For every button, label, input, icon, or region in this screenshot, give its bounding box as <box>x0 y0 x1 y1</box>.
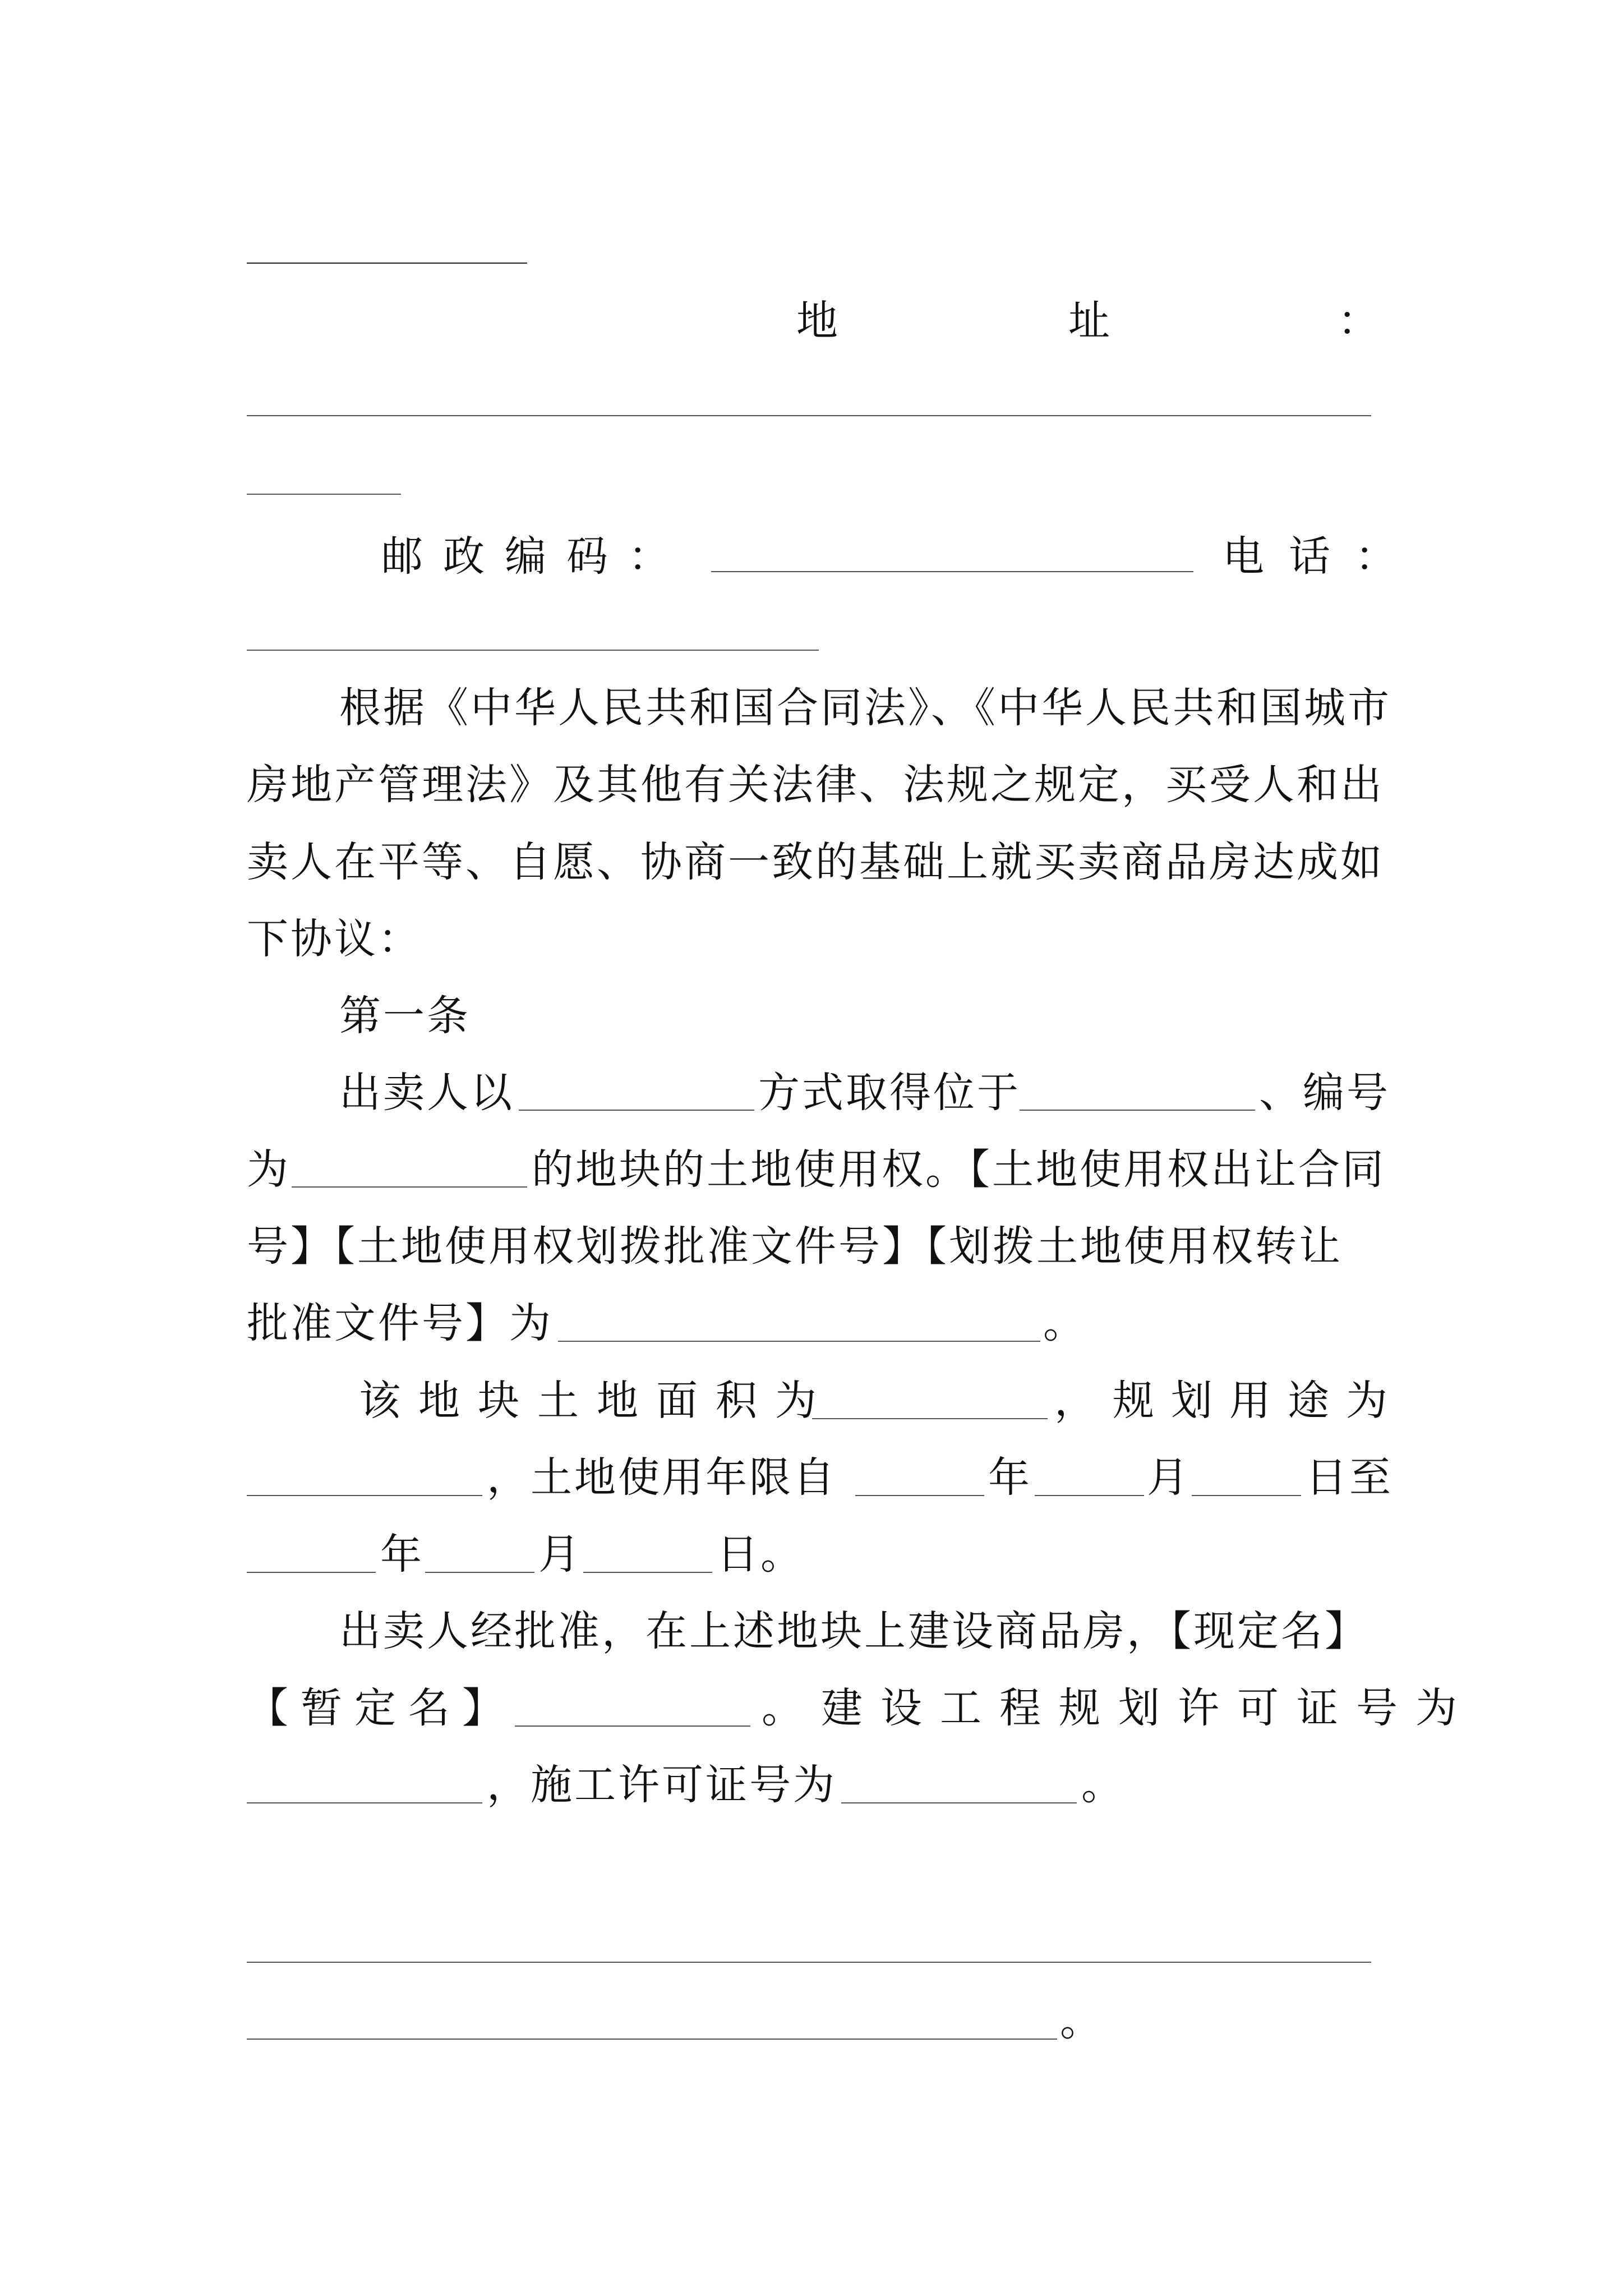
address-blank-line-2[interactable] <box>247 494 401 495</box>
address-label-char-1: 地 <box>796 297 838 345</box>
article-1-title: 第一条 <box>339 992 471 1040</box>
art1-p2-end: 日。 <box>717 1530 804 1579</box>
art1-p2-day-to: 日至 <box>1306 1453 1393 1502</box>
art1-end-year-blank[interactable] <box>247 1572 376 1573</box>
art1-start-year-blank[interactable] <box>855 1495 984 1496</box>
art1-p1-seller-by: 出卖人以 <box>339 1069 514 1117</box>
bottom-blank-line-1[interactable] <box>247 1962 1371 1963</box>
art1-p3-construction-permit: ，施工许可证号为 <box>487 1761 837 1809</box>
bottom-blank-line-2[interactable] <box>247 2039 1057 2040</box>
art1-p1-as: 为 <box>247 1145 288 1194</box>
art1-p3-tentative-name: 【暂定名】 <box>247 1684 516 1732</box>
top-short-rule <box>247 263 527 264</box>
preamble-line-2: 房地产管理法》及其他有关法律、法规之规定，买受人和出 <box>247 761 1384 809</box>
art1-p1-approval-doc: 批准文件号】为 <box>247 1299 553 1347</box>
art1-start-month-blank[interactable] <box>1035 1495 1144 1496</box>
bottom-period: 。 <box>1060 1997 1101 2045</box>
art1-construction-permit-blank[interactable] <box>841 1802 1077 1803</box>
art1-p3-planning-permit: 。建设工程规划许可证号为 <box>762 1684 1475 1732</box>
art1-location-blank[interactable] <box>1020 1110 1255 1111</box>
art1-acquire-method-blank[interactable] <box>519 1110 754 1111</box>
art1-planning-permit-blank[interactable] <box>247 1802 482 1803</box>
art1-planned-use-blank[interactable] <box>247 1495 482 1496</box>
art1-p2-term-from: ，土地使用年限自 <box>487 1453 837 1502</box>
art1-p1-number: 、编号 <box>1259 1069 1390 1117</box>
art1-p2-year-label-1: 年 <box>988 1453 1030 1502</box>
postal-code-blank[interactable] <box>711 571 1193 572</box>
art1-project-name-blank[interactable] <box>515 1726 750 1727</box>
art1-p2-month-label-2: 月 <box>538 1530 580 1579</box>
art1-end-day-blank[interactable] <box>583 1572 712 1573</box>
address-label-colon: ： <box>1338 297 1379 345</box>
art1-p2-land-area: 该地块土地面积为 <box>359 1377 834 1425</box>
art1-end-month-blank[interactable] <box>425 1572 534 1573</box>
art1-p3-period: 。 <box>1081 1761 1123 1809</box>
art1-start-day-blank[interactable] <box>1192 1495 1301 1496</box>
art1-p1-period: 。 <box>1043 1299 1085 1347</box>
art1-p1-located-at: 方式取得位于 <box>758 1069 1021 1117</box>
preamble-line-4: 下协议： <box>247 915 422 963</box>
address-blank-line-1[interactable] <box>247 415 1371 416</box>
art1-plot-number-blank[interactable] <box>292 1186 527 1188</box>
art1-p3-approved-build: 出卖人经批准，在上述地块上建设商品房，【现定名】 <box>339 1607 1368 1655</box>
art1-p1-land-use-right: 的地块的土地使用权。【土地使用权出让合同 <box>532 1145 1386 1194</box>
art1-p1-contract-no: 号】【土地使用权划拨批准文件号】【划拨土地使用权转让 <box>247 1222 1343 1271</box>
art1-p2-planned-use: ，规划用途为 <box>1054 1377 1404 1425</box>
address-label-char-2: 址 <box>1068 297 1110 345</box>
preamble-line-3: 卖人在平等、自愿、协商一致的基础上就买卖商品房达成如 <box>247 838 1384 886</box>
art1-document-number-blank[interactable] <box>558 1341 1040 1342</box>
phone-label: 电话： <box>1223 532 1421 581</box>
art1-land-area-blank[interactable] <box>812 1418 1048 1419</box>
art1-p2-month-label-1: 月 <box>1147 1453 1188 1502</box>
art1-p2-year-label-2: 年 <box>380 1530 422 1579</box>
preamble-line-1: 根据《中华人民共和国合同法》、《中华人民共和国城市 <box>339 684 1391 732</box>
postal-code-label: 邮政编码： <box>381 532 690 581</box>
phone-blank[interactable] <box>247 650 819 651</box>
